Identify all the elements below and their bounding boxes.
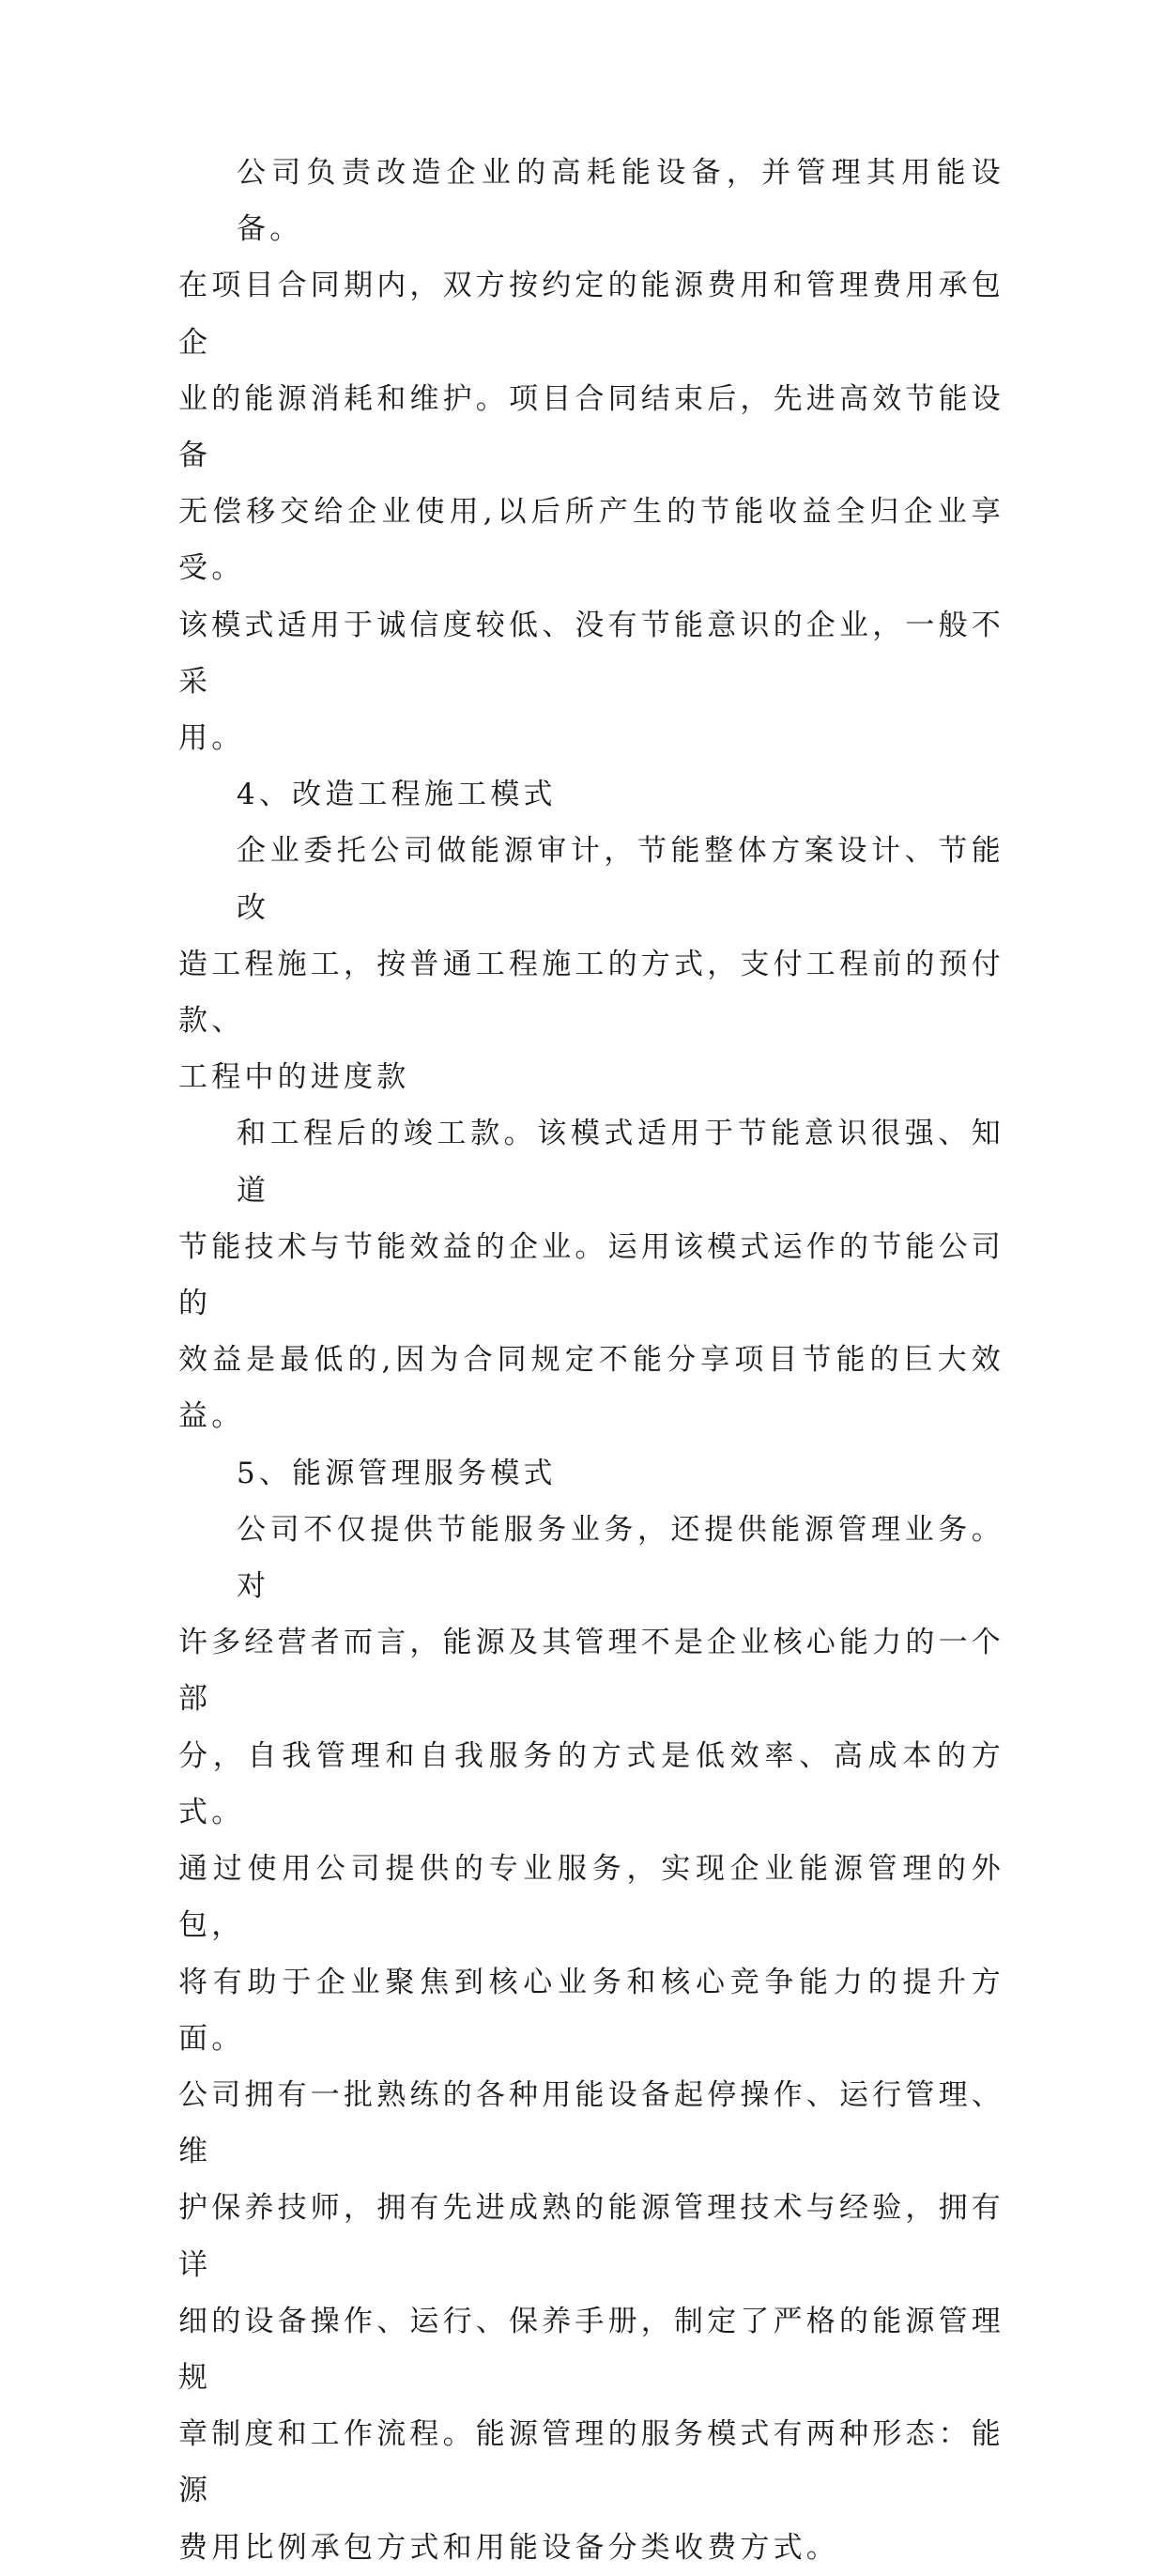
text-line: 公司拥有一批熟练的各种用能设备起停操作、运行管理、维 [178,2077,1004,2169]
text-line: 通过使用公司提供的专业服务，实现企业能源管理的外包， [178,1852,1004,1943]
text-line: 无偿移交给企业使用,以后所产生的节能收益全归企业享受。 [178,495,1004,586]
text-line: 工程中的进度款 [178,1060,410,1095]
text-line: 5、能源管理服务模式 [237,1456,557,1490]
paragraph [178,145,1004,766]
paragraph [178,1445,1004,1502]
text-line: 在项目合同期内，双方按约定的能源费用和管理费用承包企 [178,269,1004,360]
text-line: 将有助于企业聚焦到核心业务和核心竞争能力的提升方面。 [178,1965,1004,2056]
text-line: 企业委托公司做能源审计，节能整体方案设计、节能改 [237,834,1004,925]
text-line: 效益是最低的,因为合同规定不能分享项目节能的巨大效益。 [178,1343,1004,1434]
text-line: 该模式适用于诚信度较低、没有节能意识的企业，一般不采 [178,608,1004,699]
text-line: 公司不仅提供节能服务业务，还提供能源管理业务。对 [237,1512,1004,1604]
paragraph [178,1105,1004,1444]
text-line: 分，自我管理和自我服务的方式是低效率、高成本的方式。 [178,1738,1004,1829]
paragraph [178,823,1004,1105]
text-line: 细的设备操作、运行、保养手册，制定了严格的能源管理规 [178,2304,1004,2395]
text-line: 许多经营者而言，能源及其管理不是企业核心能力的一个部 [178,1626,1004,1717]
text-line: 章制度和工作流程。能源管理的服务模式有两种形态：能源 [178,2417,1004,2508]
text-line: 用。 [178,721,245,756]
text-line: 和工程后的竣工款。该模式适用于节能意识很强、知道 [237,1117,1004,1208]
paragraph [178,766,1004,823]
text-line: 护保养技师，拥有先进成熟的能源管理技术与经验，拥有详 [178,2191,1004,2282]
document-body [178,145,1004,2576]
text-line: 节能技术与节能效益的企业。运用该模式运作的节能公司的 [178,1229,1004,1321]
paragraph [178,1502,1004,2576]
text-line: 造工程施工，按普通工程施工的方式，支付工程前的预付款、 [178,947,1004,1039]
text-line: 公司负责改造企业的高耗能设备，并管理其用能设备。 [237,156,1004,247]
text-line: 4、改造工程施工模式 [237,778,557,812]
text-line: 业的能源消耗和维护。项目合同结束后，先进高效节能设备 [178,381,1004,473]
text-line: 费用比例承包方式和用能设备分类收费方式。 [178,2530,839,2565]
